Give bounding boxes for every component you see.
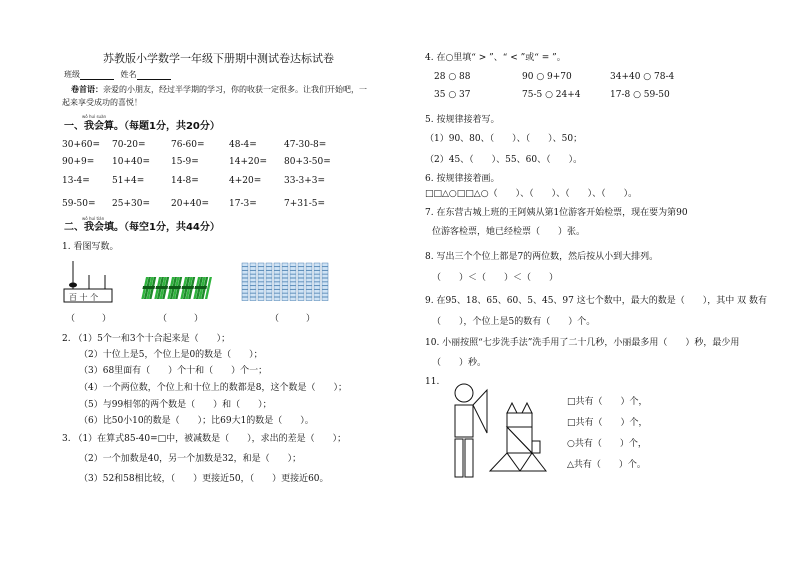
- cube: [298, 271, 304, 274]
- q2-line: 2. （1）5个一和3个十合起来是（ ）；: [62, 334, 231, 344]
- cube: [250, 286, 256, 289]
- q3-line: （3）52和58相比较，（ ）更接近50，（ ）更接近60。: [79, 474, 329, 484]
- cube: [322, 297, 328, 300]
- cube-columns-figure: [240, 261, 340, 303]
- cube: [306, 293, 312, 296]
- cube: [298, 267, 304, 270]
- cube: [274, 282, 280, 285]
- q2-line: （3）68里面有（ ）个十和（ ）个一；: [79, 366, 268, 376]
- cube: [258, 282, 264, 285]
- cube: [298, 297, 304, 300]
- cube: [274, 297, 280, 300]
- cube: [298, 290, 304, 293]
- section-2-title: 二、我会填。（每空1分，共44分）: [64, 222, 220, 233]
- q4-text: 4. 在○里填“ > ”、“ < ”或“ = ”。: [425, 53, 566, 63]
- q9-line: 9. 在95、18、65、60、5、45、97 这七个数中，最大的数是（ ），其中 双 数有: [425, 296, 767, 306]
- cube: [242, 263, 248, 266]
- cube: [266, 271, 272, 274]
- class-label: 班级 姓名: [64, 69, 171, 80]
- compare-problem: 75-5 ○ 24+4: [522, 90, 581, 100]
- cube: [258, 274, 264, 277]
- cube: [250, 271, 256, 274]
- q5-line: （2）45、（ ）、55、60、（ ）。: [425, 155, 583, 165]
- cube: [298, 286, 304, 289]
- calc-problem: 51+4=: [112, 176, 145, 186]
- cube: [290, 278, 296, 281]
- cube: [322, 267, 328, 270]
- compare-problem: 17-8 ○ 59-50: [610, 90, 670, 100]
- cube: [266, 290, 272, 293]
- cube: [314, 274, 320, 277]
- cube: [242, 293, 248, 296]
- cube-column: [306, 263, 312, 301]
- cube: [290, 293, 296, 296]
- q11-square: □共有（ ）个，: [567, 397, 648, 407]
- tangram-figure: [450, 383, 560, 483]
- calc-problem: 76-60=: [171, 140, 205, 150]
- cube: [266, 278, 272, 281]
- cube: [242, 267, 248, 270]
- cube: [258, 293, 264, 296]
- calc-problem: 70-20=: [112, 140, 146, 150]
- cube: [242, 286, 248, 289]
- cube-column: [282, 263, 288, 301]
- note-line1: 卷首语：亲爱的小朋友，经过半学期的学习，你的收获一定很多。让我们开始吧，一: [71, 84, 367, 94]
- cube: [266, 297, 272, 300]
- cube: [266, 286, 272, 289]
- cube: [266, 267, 272, 270]
- cube: [282, 297, 288, 300]
- q7-line: 位游客检票，她已经检票（ ）张。: [432, 227, 586, 237]
- stick-bundle: [153, 277, 170, 299]
- q5-line: （1）90、80、（ ）、（ ）、50；: [425, 134, 583, 144]
- compare-problem: 90 ○ 9+70: [522, 72, 572, 82]
- q10-line: 10. 小丽按照“七步洗手法”洗手用了二十几秒，小丽最多用（ ）秒，最少用: [425, 338, 740, 348]
- cube: [298, 293, 304, 296]
- cube: [322, 278, 328, 281]
- bundle-tie: [168, 286, 181, 289]
- answer-blank[interactable]: （ ）: [270, 314, 316, 324]
- cube: [322, 286, 328, 289]
- answer-blank[interactable]: （ ）: [158, 314, 204, 324]
- cube: [322, 293, 328, 296]
- bundle-tie: [155, 286, 168, 289]
- cube: [258, 271, 264, 274]
- class-field[interactable]: [80, 70, 114, 80]
- cube: [266, 293, 272, 296]
- calc-problem: 20+40=: [171, 199, 209, 209]
- cube: [242, 282, 248, 285]
- cube: [306, 271, 312, 274]
- cube: [258, 267, 264, 270]
- bundle-tie: [181, 286, 194, 289]
- cube: [290, 267, 296, 270]
- cube: [250, 293, 256, 296]
- cube: [282, 278, 288, 281]
- stick-bundle: [179, 277, 196, 299]
- calc-problem: 14-8=: [171, 176, 199, 186]
- cube: [306, 290, 312, 293]
- cube: [290, 271, 296, 274]
- cube: [266, 282, 272, 285]
- cube: [250, 263, 256, 266]
- pinyin: wǒ huì suàn: [82, 114, 107, 119]
- cube: [290, 263, 296, 266]
- note-line2: 起来享受成功的喜悦！: [62, 98, 142, 107]
- cube: [298, 274, 304, 277]
- cube: [242, 271, 248, 274]
- cube: [314, 297, 320, 300]
- stick-bundle: [140, 277, 157, 299]
- cube: [290, 290, 296, 293]
- q2-line: （4）一个两位数，个位上和十位上的数都是8，这个数是（ ）；: [79, 383, 347, 393]
- cube-column: [242, 263, 248, 301]
- q2-line: （6）比50小10的数是（ ）；比69大1的数是（ ）。: [79, 416, 314, 426]
- cube: [250, 274, 256, 277]
- cube: [282, 286, 288, 289]
- cube: [258, 290, 264, 293]
- q8-line: （ ）＜（ ）＜（ ）: [432, 273, 559, 283]
- cube: [258, 286, 264, 289]
- calc-problem: 48-4=: [229, 140, 257, 150]
- calc-problem: 47-30-8=: [284, 140, 327, 150]
- cube: [274, 293, 280, 296]
- cube: [298, 278, 304, 281]
- q6-text: 6. 按规律接着画。: [425, 174, 500, 184]
- cube: [314, 293, 320, 296]
- calc-problem: 17-3=: [229, 199, 257, 209]
- cube-column: [322, 263, 328, 301]
- cube: [250, 267, 256, 270]
- calc-problem: 59-50=: [62, 199, 96, 209]
- cube-column: [250, 263, 256, 301]
- stick-bundle: [166, 277, 183, 299]
- cube: [266, 263, 272, 266]
- q7-line: 7. 在东营古城上班的王阿姨从第1位游客开始检票，现在要为第90: [425, 208, 688, 218]
- q11-triangle: △共有（ ）个。: [567, 460, 646, 470]
- cube: [282, 290, 288, 293]
- cube: [290, 286, 296, 289]
- cube: [250, 297, 256, 300]
- calc-problem: 30+60=: [62, 140, 100, 150]
- calc-problem: 25+30=: [112, 199, 150, 209]
- cube: [306, 297, 312, 300]
- cube: [314, 278, 320, 281]
- cube: [274, 290, 280, 293]
- bundle-tie: [194, 286, 207, 289]
- calc-problem: 10+40=: [112, 157, 150, 167]
- cube-column: [298, 263, 304, 301]
- cube: [258, 278, 264, 281]
- cube: [306, 282, 312, 285]
- cube: [242, 290, 248, 293]
- bundle-tie: [142, 286, 155, 289]
- section-1-title: 一、我会算。（每题1分，共20分）: [64, 121, 220, 132]
- compare-problem: 35 ○ 37: [434, 90, 471, 100]
- cube: [258, 263, 264, 266]
- cube: [282, 274, 288, 277]
- q6-line: □□△○□□△○（ ）、（ ）、（ ）、（ ）。: [425, 189, 638, 199]
- cube: [314, 290, 320, 293]
- cube: [306, 274, 312, 277]
- q8-line: 8. 写出三个个位上都是7的两位数，然后按从小到大排列。: [425, 252, 659, 262]
- cube-column: [258, 263, 264, 301]
- pinyin: wǒ huì tián: [82, 216, 105, 221]
- cube: [290, 274, 296, 277]
- cube: [314, 267, 320, 270]
- cube: [322, 282, 328, 285]
- stick-bundles-figure: [140, 275, 220, 303]
- cube: [314, 286, 320, 289]
- calc-problem: 15-9=: [171, 157, 199, 167]
- calc-problem: 4+20=: [229, 176, 262, 186]
- q11-rectangle: □共有（ ）个，: [567, 418, 648, 428]
- cube: [298, 282, 304, 285]
- cube: [250, 282, 256, 285]
- q3-line: （2）一个加数是40，另一个加数是32，和是（ ）；: [79, 454, 302, 464]
- cube: [274, 278, 280, 281]
- q10-line: （ ）秒。: [432, 358, 487, 368]
- cube: [314, 282, 320, 285]
- q9-line: （ ），个位上是5的数有（ ）个。: [432, 317, 596, 327]
- cube: [258, 297, 264, 300]
- cube: [282, 267, 288, 270]
- cube: [274, 263, 280, 266]
- cube: [282, 271, 288, 274]
- cube: [274, 274, 280, 277]
- name-field[interactable]: [137, 70, 171, 80]
- calc-problem: 14+20=: [229, 157, 267, 167]
- cube: [274, 286, 280, 289]
- cube: [322, 263, 328, 266]
- cube: [306, 286, 312, 289]
- page-title: 苏教版小学数学一年级下册期中测试卷达标试卷: [103, 52, 334, 65]
- compare-problem: 34+40 ○ 78-4: [610, 72, 675, 82]
- cube: [282, 263, 288, 266]
- answer-blank[interactable]: （ ）: [66, 314, 112, 324]
- q2-line: （5）与99相邻的两个数是（ ）和（ ）；: [79, 400, 272, 410]
- cube: [250, 278, 256, 281]
- q5-text: 5. 按规律接着写。: [425, 115, 500, 125]
- calc-problem: 33-3+3=: [284, 176, 326, 186]
- cube: [306, 267, 312, 270]
- q2-line: （2）十位上是5，个位上是0的数是（ ）；: [79, 350, 263, 360]
- cube: [290, 297, 296, 300]
- cube: [298, 263, 304, 266]
- cube: [306, 263, 312, 266]
- cube: [282, 282, 288, 285]
- cube: [322, 271, 328, 274]
- q11-label: 11.: [425, 377, 440, 387]
- q1-text: 1. 看图写数。: [62, 242, 119, 252]
- cube: [282, 293, 288, 296]
- cube-column: [266, 263, 272, 301]
- calc-problem: 7+31-5=: [284, 199, 326, 209]
- calc-problem: 80+3-50=: [284, 157, 331, 167]
- q3-line: 3. （1）在算式85-40=□中，被减数是（ ），求出的差是（ ）；: [62, 434, 347, 444]
- cube: [242, 297, 248, 300]
- cube: [266, 274, 272, 277]
- calc-problem: 13-4=: [62, 176, 90, 186]
- cube: [314, 263, 320, 266]
- abacus-label: 百 十 个: [69, 293, 99, 302]
- cube: [314, 271, 320, 274]
- cube: [306, 278, 312, 281]
- q11-circle: ○共有（ ）个，: [567, 439, 647, 449]
- cube: [242, 274, 248, 277]
- cube: [322, 290, 328, 293]
- compare-problem: 28 ○ 88: [434, 72, 471, 82]
- cube-column: [314, 263, 320, 301]
- cube: [322, 274, 328, 277]
- cube-column: [290, 263, 296, 301]
- cube-column: [274, 263, 280, 301]
- cube: [242, 278, 248, 281]
- cube: [250, 290, 256, 293]
- cube: [290, 282, 296, 285]
- cube: [274, 271, 280, 274]
- calc-problem: 90+9=: [62, 157, 95, 167]
- cube: [274, 267, 280, 270]
